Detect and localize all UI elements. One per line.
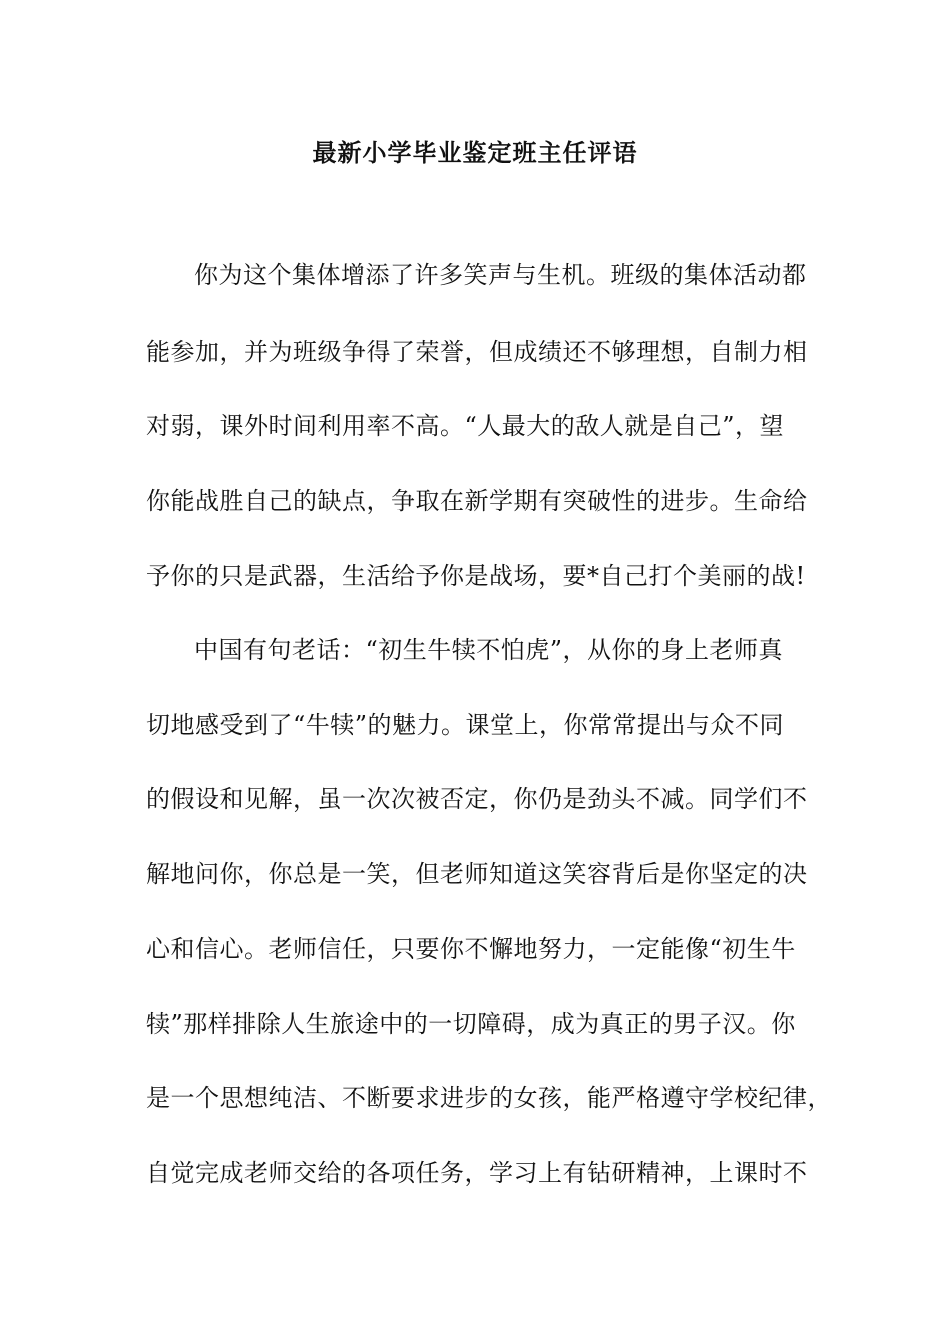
paragraph-2-line-2: 切地感受到了“牛犊”的魅力。课堂上，你常常提出与众不同	[146, 711, 785, 739]
paragraph-1-line-4: 你能战胜自己的缺点，争取在新学期有突破性的进步。生命给	[146, 487, 808, 515]
paragraph-2-line-7: 是一个思想纯洁、不断要求进步的女孩，能严格遵守学校纪律，	[146, 1084, 832, 1112]
paragraph-2-line-5: 心和信心。老师信任，只要你不懈地努力，一定能像“初生牛	[146, 935, 796, 963]
document-title: 最新小学毕业鉴定班主任评语	[312, 139, 638, 167]
paragraph-2-line-4: 解地问你，你总是一笑，但老师知道这笑容背后是你坚定的决	[146, 860, 808, 888]
paragraph-2-line-3: 的假设和见解，虽一次次被否定，你仍是劲头不减。同学们不	[146, 785, 808, 813]
paragraph-2-line-1: 中国有句老话：“初生牛犊不怕虎”，从你的身上老师真	[194, 636, 784, 664]
paragraph-2-line-8: 自觉完成老师交给的各项任务，学习上有钻研精神，上课时不	[146, 1159, 808, 1187]
paragraph-1-line-1: 你为这个集体增添了许多笑声与生机。班级的集体活动都	[194, 261, 807, 289]
paragraph-2-line-6: 犊”那样排除人生旅途中的一切障碍，成为真正的男子汉。你	[146, 1010, 796, 1038]
paragraph-1-line-3: 对弱，课外时间利用率不高。“人最大的敌人就是自己”，望	[146, 412, 785, 440]
paragraph-1-line-2: 能参加，并为班级争得了荣誉，但成绩还不够理想，自制力相	[146, 338, 808, 366]
paragraph-1-line-5: 予你的只是武器，生活给予你是战场，要*自己打个美丽的战!	[146, 562, 806, 590]
